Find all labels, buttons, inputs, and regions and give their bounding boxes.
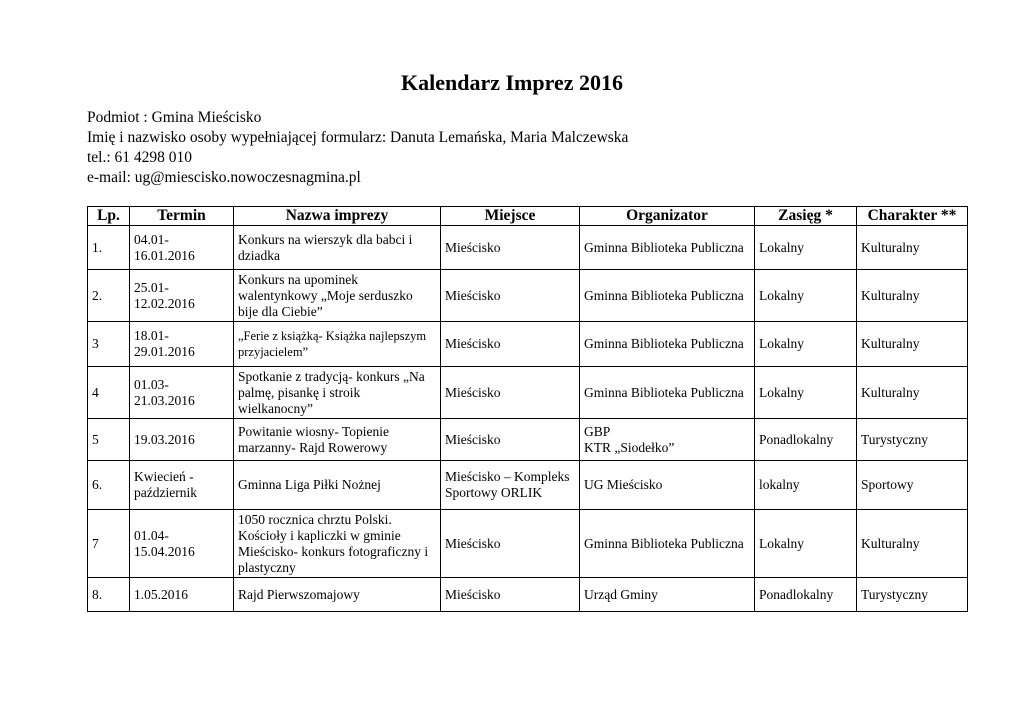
- cell-zasieg: Lokalny: [755, 322, 857, 367]
- header-charakter: Charakter **: [857, 207, 968, 226]
- cell-miejsce: Mieścisko: [441, 270, 580, 322]
- cell-organizator: Gminna Biblioteka Publiczna: [580, 510, 755, 578]
- cell-lp: 1.: [88, 226, 130, 270]
- cell-zasieg: Lokalny: [755, 226, 857, 270]
- cell-zasieg: Lokalny: [755, 367, 857, 419]
- cell-nazwa: Gminna Liga Piłki Nożnej: [234, 461, 441, 510]
- cell-charakter: Turystyczny: [857, 419, 968, 461]
- contact-person-line: Imię i nazwisko osoby wypełniającej formularz: Danuta Lemańska, Maria Malczewska: [87, 129, 629, 146]
- table-header-row: [88, 207, 968, 226]
- cell-nazwa: Rajd Pierwszomajowy: [234, 578, 441, 612]
- cell-termin: Kwiecień - październik: [130, 461, 234, 510]
- header-info: [87, 108, 628, 188]
- cell-termin: 18.01- 29.01.2016: [130, 322, 234, 367]
- cell-nazwa: „Ferie z książką- Książka najlepszym przyjacielem”: [234, 322, 441, 367]
- cell-zasieg: Ponadlokalny: [755, 419, 857, 461]
- cell-lp: 8.: [88, 578, 130, 612]
- podmiot-line: Podmiot : Gmina Mieścisko: [87, 109, 262, 126]
- cell-charakter: Turystyczny: [857, 578, 968, 612]
- cell-termin: 19.03.2016: [130, 419, 234, 461]
- cell-nazwa: Spotkanie z tradycją- konkurs „Na palmę, pisankę i stroik wielkanocny”: [234, 367, 441, 419]
- table-row: [88, 578, 968, 612]
- cell-miejsce: Mieścisko: [441, 510, 580, 578]
- cell-miejsce: Mieścisko: [441, 226, 580, 270]
- header-miejsce: Miejsce: [441, 207, 580, 226]
- cell-lp: 5: [88, 419, 130, 461]
- cell-organizator: Urząd Gminy: [580, 578, 755, 612]
- cell-charakter: Kulturalny: [857, 510, 968, 578]
- cell-nazwa: Konkurs na wierszyk dla babci i dziadka: [234, 226, 441, 270]
- cell-nazwa: Konkurs na upominek walentynkowy „Moje serduszko bije dla Ciebie”: [234, 270, 441, 322]
- cell-charakter: Kulturalny: [857, 367, 968, 419]
- cell-termin: 1.05.2016: [130, 578, 234, 612]
- cell-lp: 6.: [88, 461, 130, 510]
- cell-lp: 2.: [88, 270, 130, 322]
- table-row: [88, 461, 968, 510]
- cell-miejsce: Mieścisko: [441, 419, 580, 461]
- cell-zasieg: Lokalny: [755, 270, 857, 322]
- cell-organizator: GBP KTR „Siodełko”: [580, 419, 755, 461]
- cell-organizator: UG Mieścisko: [580, 461, 755, 510]
- cell-termin: 01.03- 21.03.2016: [130, 367, 234, 419]
- cell-lp: 3: [88, 322, 130, 367]
- cell-nazwa: Powitanie wiosny- Topienie marzanny- Rajd Rowerowy: [234, 419, 441, 461]
- table-row: [88, 270, 968, 322]
- cell-zasieg: Ponadlokalny: [755, 578, 857, 612]
- cell-miejsce: Mieścisko: [441, 322, 580, 367]
- cell-termin: 04.01- 16.01.2016: [130, 226, 234, 270]
- cell-organizator: Gminna Biblioteka Publiczna: [580, 226, 755, 270]
- events-table: [87, 206, 968, 612]
- cell-organizator: Gminna Biblioteka Publiczna: [580, 367, 755, 419]
- email-line: e-mail: ug@miescisko.nowoczesnagmina.pl: [87, 169, 361, 186]
- cell-organizator: Gminna Biblioteka Publiczna: [580, 322, 755, 367]
- cell-termin: 25.01- 12.02.2016: [130, 270, 234, 322]
- header-organizator: Organizator: [580, 207, 755, 226]
- cell-lp: 7: [88, 510, 130, 578]
- cell-zasieg: lokalny: [755, 461, 857, 510]
- cell-charakter: Kulturalny: [857, 322, 968, 367]
- cell-miejsce: Mieścisko: [441, 367, 580, 419]
- table-row: [88, 419, 968, 461]
- cell-charakter: Kulturalny: [857, 226, 968, 270]
- table-row: [88, 367, 968, 419]
- header-termin: Termin: [130, 207, 234, 226]
- cell-organizator: Gminna Biblioteka Publiczna: [580, 270, 755, 322]
- header-zasieg: Zasięg *: [755, 207, 857, 226]
- phone-line: tel.: 61 4298 010: [87, 149, 193, 166]
- cell-charakter: Sportowy: [857, 461, 968, 510]
- table-row: [88, 510, 968, 578]
- cell-lp: 4: [88, 367, 130, 419]
- page-title: Kalendarz Imprez 2016: [400, 70, 623, 95]
- header-nazwa-imprezy: Nazwa imprezy: [234, 207, 441, 226]
- cell-nazwa: 1050 rocznica chrztu Polski. Kościoły i kapliczki w gminie Mieścisko- konkurs fotograficzny i plastyczny: [234, 510, 441, 578]
- table-row: [88, 226, 968, 270]
- cell-zasieg: Lokalny: [755, 510, 857, 578]
- cell-miejsce: Mieścisko: [441, 578, 580, 612]
- header-lp: Lp.: [88, 207, 130, 226]
- table-row: [88, 322, 968, 367]
- cell-charakter: Kulturalny: [857, 270, 968, 322]
- cell-miejsce: Mieścisko – Kompleks Sportowy ORLIK: [441, 461, 580, 510]
- cell-termin: 01.04- 15.04.2016: [130, 510, 234, 578]
